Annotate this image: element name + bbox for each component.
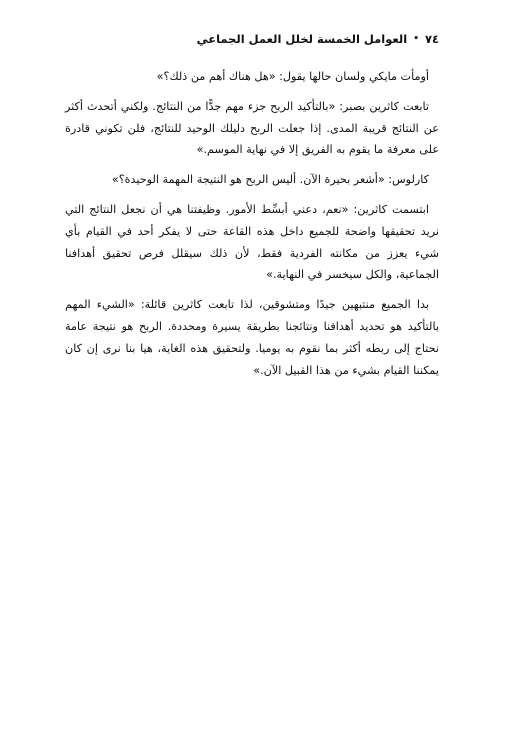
running-header [60, 30, 439, 48]
paragraph-3: كارلوس: «أشعر بحيرة الآن. أليس الربح هو النتيجة المهمة الوحيدة؟» [111, 173, 429, 187]
chapter-title: العوامل الخمسة لخلل العمل الجماعي [196, 32, 408, 46]
page-number: ٧٤ [424, 32, 439, 46]
paragraph-5: بدا الجميع منتبهين جيدًا ومتشوقين، لذا تابعت كاثرين قائلة: «الشيء المهم بالتأكيد هو تحديد أهدافنا ونتائجنا بطريقة يسيرة ومحددة. الربح هو نتيجة عامة نحتاج إلى ربطه أكثر بما نقوم به يوميا. ولتحقيق هذه الغاية، هيا بنا نرى إن كان يمكننا القيام بشيء من هذا القبيل الآن.» [65, 298, 439, 377]
paragraph-2: تابعت كاثرين بصبر: «بالتأكيد الربح جزء مهم جدًّا من النتائج. ولكني أتحدث أكثر عن النتائج قريبة المدى. إذا جعلت الربح دليلك الوحيد للنتائج، فلن تكوني قادرة على معرفة ما يقوم به الفريق إلا في نهاية الموسم.» [65, 99, 439, 157]
header-bullet: • [413, 33, 419, 44]
paragraph-4: ابتسمت كاثرين: «نعم، دعني أبسِّط الأمور. وظيفتنا هي أن نجعل النتائج التي نريد تحقيقها واضحة للجميع داخل هذه القاعة حتى لا يفكر أحد في القيام بأي شيء يعزز من مكانته الفردية فقط، لأن ذلك سيقلل فرص تحقيق أهدافنا الجماعية، والكل سيخسر في النهاية.» [65, 202, 439, 282]
paragraph-1: أومأت مايكي ولسان حالها يقول: «هل هناك أهم من ذلك؟» [156, 70, 429, 83]
body-text [65, 66, 439, 381]
